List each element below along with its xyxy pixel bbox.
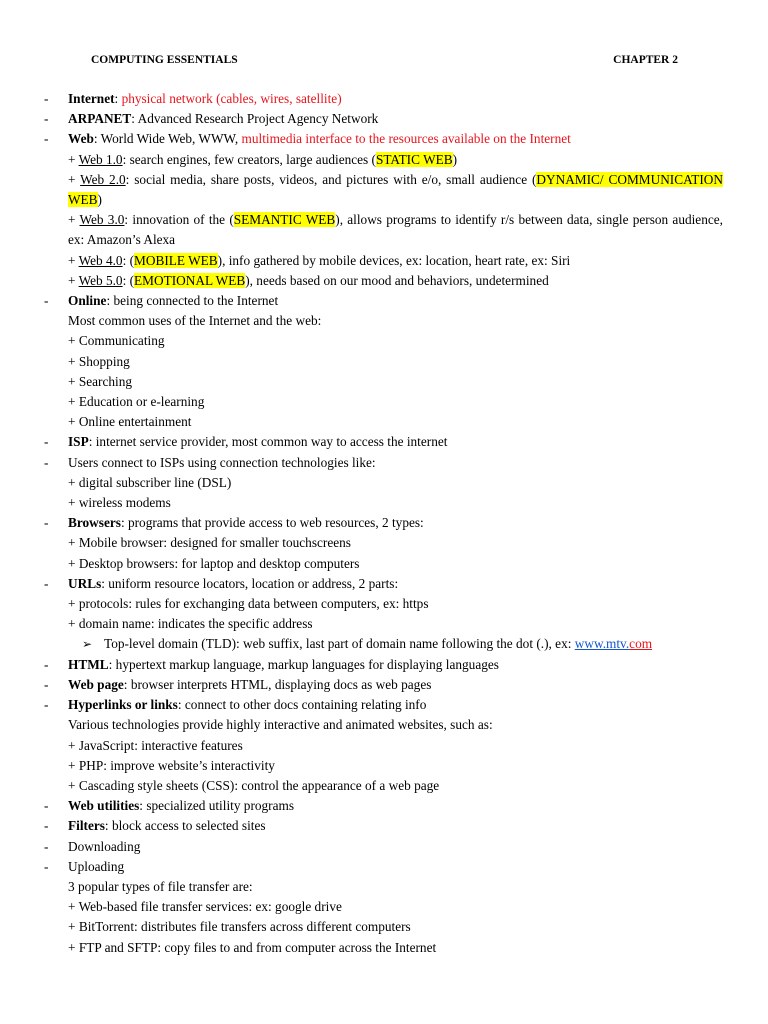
web2-name: Web 2.0 [80,171,126,187]
web2-end: ) [97,192,102,208]
list-item [0,554,768,574]
def-isp: internet service provider, most common way to access the internet [95,434,448,450]
plus-marker: + [68,171,81,187]
def-urls: uniform resource locators, location or address, 2 parts: [108,575,399,591]
web3-name: Web 3.0 [79,212,125,228]
list-item [0,776,768,796]
separator: : [88,434,96,450]
separator: : [125,171,135,187]
transfer-item: FTP and SFTP: copy files to and from computer across the Internet [78,939,437,955]
web3-highlight: SEMANTIC WEB [233,212,336,228]
web1-highlight: STATIC WEB [375,151,453,167]
separator: : [104,818,112,834]
term-webpage: Web page [68,676,124,692]
plus-marker: + [68,939,79,955]
bullet-dash: - [44,454,49,470]
item-arpanet [0,109,768,129]
separator: : [108,656,116,672]
separator: : [101,575,109,591]
separator: : [114,91,122,106]
uploading-text: Uploading [68,858,125,874]
plus-marker: + [68,474,79,490]
def-online: being connected to the Internet [113,293,279,309]
tech-item: Cascading style sheets (CSS): control the appearance of a web page [78,777,440,793]
term-browsers: Browsers [68,515,121,531]
item-urls [0,574,768,594]
item-web3 [0,210,768,250]
web4-name: Web 4.0 [78,252,123,268]
separator: : [124,212,133,228]
web4-highlight: MOBILE WEB [134,252,218,268]
web1-end: ) [452,151,458,167]
use-item: Communicating [78,333,165,349]
def-internet: physical network (cables, wires, satellite) [121,91,342,106]
web3-text: innovation of the ( [132,212,234,228]
page-header [91,54,678,70]
item-users-connect [0,453,768,473]
plus-marker: + [68,353,79,369]
item-downloading [0,837,768,857]
web4-end: ), info gathered by mobile devices, ex: location, heart rate, ex: Siri [217,252,571,268]
list-item [0,917,768,937]
bullet-dash: - [44,293,49,309]
plus-marker: + [68,495,79,511]
item-web4 [0,251,768,271]
tech-item: PHP: improve website’s interactivity [78,757,275,773]
item-web1 [0,150,768,170]
separator: : [122,151,130,167]
example-link-a[interactable]: www.mtv. [574,636,630,652]
tld-text: Top-level domain (TLD): web suffix, last part of domain name following the dot (.), ex: [104,636,575,652]
web5-text: ( [129,272,135,288]
list-item [0,372,768,392]
browser-type-item: Desktop browsers: for laptop and desktop computers [78,555,360,571]
web2-highlight: DYNAMIC/ COMMUNICATION WEB [68,171,723,208]
list-item [0,756,768,776]
def-web-utilities: specialized utility programs [146,798,295,814]
transfer-item: BitTorrent: distributes file transfers across different computers [78,919,411,935]
def-hyperlinks: connect to other docs containing relating info [184,697,427,713]
separator: : [93,131,101,147]
url-part-item: protocols: rules for exchanging data between computers, ex: https [78,596,429,612]
plus-marker: + [68,414,79,430]
web1-name: Web 1.0 [78,151,123,167]
list-item [0,493,768,513]
bullet-dash: - [44,838,49,854]
tech-intro: Various technologies provide highly interactive and animated websites, such as: [68,717,493,733]
separator: : [122,252,130,268]
item-isp [0,432,768,452]
bullet-dash: - [44,515,49,531]
plus-marker: + [68,616,79,632]
item-tld [0,634,768,654]
url-part-item: domain name: indicates the specific address [78,616,313,632]
uses-intro: Most common uses of the Internet and the web: [68,313,322,329]
list-item [0,352,768,372]
separator: : [123,676,131,692]
term-arpanet: ARPANET [68,111,132,127]
list-item [0,533,768,553]
list-item [0,331,768,351]
bullet-dash: - [44,818,49,834]
separator: : [106,293,114,309]
item-uploading [0,857,768,877]
web5-highlight: EMOTIONAL WEB [134,272,246,288]
use-item: Online entertainment [78,414,192,430]
plus-marker: + [68,373,79,389]
web5-end: ), needs based on our mood and behaviors, undetermined [245,272,549,288]
separator: : [177,697,185,713]
list-item [0,594,768,614]
list-item [0,412,768,432]
bullet-dash: - [44,858,49,874]
transfer-item: Web-based file transfer services: ex: google drive [78,899,342,915]
list-item [0,938,768,958]
plus-marker: + [68,252,79,268]
header-chapter: CHAPTER 2 [613,54,678,66]
separator: : [120,515,128,531]
tech-item: JavaScript: interactive features [78,737,243,753]
term-isp: ISP [68,434,89,450]
term-web: Web [68,131,94,147]
list-item [0,392,768,412]
separator: : [131,111,138,127]
web5-name: Web 5.0 [78,272,123,288]
plus-marker: + [68,272,79,288]
connection-item: digital subscriber line (DSL) [78,474,232,490]
plus-marker: + [68,899,79,915]
item-web2 [0,170,768,210]
item-filters [0,816,768,836]
plus-marker: + [68,596,79,612]
notes-body [0,89,768,958]
bullet-dash: - [44,434,49,450]
def-web-a: World Wide Web, WWW, [100,131,242,147]
web4-text: ( [129,252,135,268]
use-item: Searching [78,373,132,389]
item-html [0,655,768,675]
plus-marker: + [68,394,79,410]
bullet-dash: - [44,111,49,127]
users-connect-text: Users connect to ISPs using connection technologies like: [68,454,376,470]
item-browsers [0,513,768,533]
item-online [0,291,768,311]
list-item [0,897,768,917]
bullet-dash: - [44,798,49,814]
plus-marker: + [68,777,79,793]
separator: : [122,272,130,288]
list-item [0,473,768,493]
term-hyperlinks: Hyperlinks or links [68,697,178,713]
list-item [0,614,768,634]
term-online: Online [68,293,107,309]
item-webpage [0,675,768,695]
arrow-bullet-icon: ➢ [82,637,93,652]
plus-marker: + [68,555,79,571]
bullet-dash: - [44,91,49,106]
item-web-utilities [0,796,768,816]
use-item: Shopping [78,353,130,369]
term-web-utilities: Web utilities [68,798,140,814]
plus-marker: + [68,757,79,773]
def-arpanet: Advanced Research Project Agency Network [137,111,379,127]
plus-marker: + [68,919,79,935]
term-internet: Internet [68,91,115,106]
bullet-dash: - [44,575,49,591]
use-item: Education or e-learning [78,394,205,410]
def-filters: block access to selected sites [111,818,266,834]
bullet-dash: - [44,131,49,147]
header-course-title: COMPUTING ESSENTIALS [91,54,238,66]
def-webpage: browser interprets HTML, displaying docs as web pages [130,676,432,692]
separator: : [139,798,147,814]
plus-marker: + [68,535,79,551]
plus-marker: + [68,737,79,753]
item-internet [0,89,768,109]
def-browsers: programs that provide access to web resources, 2 types: [127,515,424,531]
term-urls: URLs [68,575,102,591]
item-web [0,129,768,149]
browser-type-item: Mobile browser: designed for smaller touchscreens [78,535,351,551]
connection-item: wireless modems [78,495,171,511]
item-web5 [0,271,768,291]
bullet-dash: - [44,676,49,692]
web3-end: ), allows programs to identify r/s between data, single person audience, ex: Amazon’s Alexa [68,212,723,248]
transfer-intro: 3 popular types of file transfer are: [68,878,253,894]
plus-marker: + [68,151,79,167]
web2-text: social media, share posts, videos, and pictures with e/o, small audience ( [134,171,537,187]
bullet-dash: - [44,697,49,713]
item-hyperlinks [0,695,768,715]
bullet-dash: - [44,656,49,672]
example-link-b[interactable]: com [629,636,653,652]
term-filters: Filters [68,818,105,834]
web1-text: search engines, few creators, large audiences ( [129,151,376,167]
def-html: hypertext markup language, markup languages for displaying languages [115,656,499,672]
downloading-text: Downloading [68,838,141,854]
list-item [0,736,768,756]
def-web-b: multimedia interface to the resources available on the Internet [241,131,571,147]
plus-marker: + [68,212,80,228]
term-html: HTML [68,656,109,672]
plus-marker: + [68,333,79,349]
